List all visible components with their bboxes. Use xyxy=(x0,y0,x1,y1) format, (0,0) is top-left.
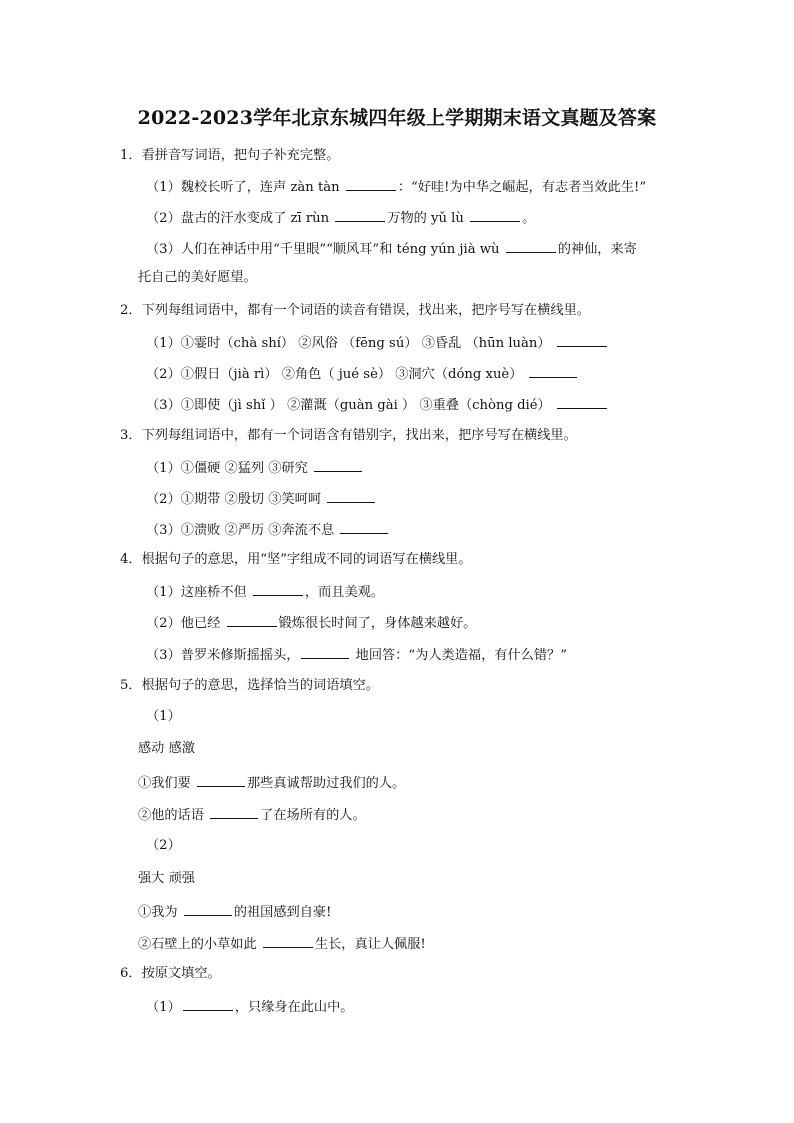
question-5-word-options-2 xyxy=(138,870,195,888)
question-text: 5．根据句子的意思，选择恰当的词语填空。 xyxy=(120,678,379,693)
question-2-item-3 xyxy=(146,395,609,415)
answer-blank[interactable] xyxy=(327,489,375,503)
item-text: 那些真诚帮助过我们的人。 xyxy=(246,776,406,791)
question-4-item-3 xyxy=(146,645,567,665)
question-3-item-2 xyxy=(146,489,377,509)
item-text: （3）①溃败 ②严历 ③奔流不息 xyxy=(146,523,339,538)
item-text: 托自己的美好愿望。 xyxy=(138,270,257,285)
item-text: 万物的 yǔ lù xyxy=(387,211,469,226)
answer-blank[interactable] xyxy=(346,177,396,191)
question-5-item-1 xyxy=(138,773,405,793)
item-text: 生长，真让人佩服! xyxy=(314,937,426,952)
question-4 xyxy=(120,551,472,569)
answer-blank[interactable] xyxy=(253,582,303,596)
answer-blank[interactable] xyxy=(557,395,607,409)
answer-blank[interactable] xyxy=(314,458,362,472)
question-text: 4．根据句子的意思，用“坚”字组成不同的词语写在横线里。 xyxy=(120,552,472,567)
answer-blank[interactable] xyxy=(197,773,245,787)
question-3 xyxy=(120,427,577,445)
question-4-item-2 xyxy=(146,613,476,633)
question-5 xyxy=(120,677,379,695)
question-1 xyxy=(120,147,339,165)
item-text: ②他的话语 xyxy=(138,808,209,823)
item-text: ①我们要 xyxy=(138,776,195,791)
question-5-item-3 xyxy=(138,902,331,922)
item-text: （2）①期带 ②殷切 ③笑呵呵 xyxy=(146,492,326,507)
answer-blank[interactable] xyxy=(184,902,232,916)
item-text: （1）①霎时（chà shí） ②风俗 （fēng sú） ③昏乱 （hūn luàn） xyxy=(146,336,555,351)
item-text: ：“好哇!为中华之崛起，有志者当效此生!” xyxy=(397,180,647,195)
question-3-item-1 xyxy=(146,458,364,478)
question-text: 2．下列每组词语中，都有一个词语的读音有错误，找出来，把序号写在横线里。 xyxy=(120,303,590,318)
item-text: 。 xyxy=(522,211,536,226)
item-text: （3）①即使（jì shǐ ） ②灌溉（guàn gài ） ③重叠（chòng dié） xyxy=(146,398,555,413)
answer-blank[interactable] xyxy=(263,934,313,948)
document-title: 2022-2023学年北京东城四年级上学期期末语文真题及答案 xyxy=(137,107,657,129)
question-2 xyxy=(120,302,590,320)
part-label: （1） xyxy=(146,709,181,724)
answer-blank[interactable] xyxy=(183,997,233,1011)
answer-blank[interactable] xyxy=(506,239,556,253)
question-6 xyxy=(120,965,221,983)
item-text: （2）他已经 xyxy=(146,616,225,631)
item-text: ①我为 xyxy=(138,905,182,920)
question-6-item-1 xyxy=(146,997,353,1017)
question-1-item-3-continued xyxy=(138,269,257,287)
question-5-word-options-1 xyxy=(138,740,195,758)
word-options: 强大 顽强 xyxy=(138,871,195,886)
question-text: 6．按原文填空。 xyxy=(120,966,221,981)
answer-blank[interactable] xyxy=(335,208,385,222)
item-text: （2）①假日（jià rì） ②角色（ jué sè） ③洞穴（dóng xuè） xyxy=(146,367,527,382)
question-text: 1．看拼音写词语，把句子补充完整。 xyxy=(120,148,340,163)
item-text: （2）盘古的汗水变成了 zī rùn xyxy=(146,211,334,226)
word-options: 感动 感激 xyxy=(138,741,195,756)
item-text: 锻炼很长时间了，身体越来越好。 xyxy=(278,616,477,631)
question-5-part-2 xyxy=(146,837,181,855)
question-2-item-1 xyxy=(146,333,609,353)
item-text: （1）魏校长听了，连声 zàn tàn xyxy=(146,180,344,195)
item-text: （3）人们在神话中用“千里眼”“顺风耳”和 téng yún jià wù xyxy=(146,242,504,257)
question-5-part-1 xyxy=(146,708,181,726)
answer-blank[interactable] xyxy=(470,208,520,222)
item-text: （1）①僵硬 ②猛列 ③研究 xyxy=(146,461,313,476)
item-text: （3）普罗米修斯摇摇头， xyxy=(146,648,300,663)
question-4-item-1 xyxy=(146,582,384,602)
question-1-item-3 xyxy=(146,239,637,259)
question-5-item-2 xyxy=(138,805,366,825)
item-text: （1） xyxy=(146,1000,181,1015)
question-5-item-4 xyxy=(138,934,426,954)
question-3-item-3 xyxy=(146,520,390,540)
item-text: ②石壁上的小草如此 xyxy=(138,937,261,952)
item-text: 了在场所有的人。 xyxy=(260,808,366,823)
answer-blank[interactable] xyxy=(340,520,388,534)
question-text: 3．下列每组词语中，都有一个词语含有错别字，找出来，把序号写在横线里。 xyxy=(120,428,577,443)
answer-blank[interactable] xyxy=(557,333,607,347)
item-text: 的祖国感到自豪! xyxy=(233,905,332,920)
question-1-item-1 xyxy=(146,177,646,197)
item-text: ，只缘身在此山中。 xyxy=(234,1000,354,1015)
question-1-item-2 xyxy=(146,208,535,228)
question-2-item-2 xyxy=(146,364,579,384)
answer-blank[interactable] xyxy=(210,805,258,819)
item-text: 的神仙，来寄 xyxy=(557,242,637,257)
answer-blank[interactable] xyxy=(227,613,277,627)
item-text: （1）这座桥不但 xyxy=(146,585,251,600)
part-label: （2） xyxy=(146,838,181,853)
item-text: 地回答：“为人类造福，有什么错？” xyxy=(351,648,567,663)
answer-blank[interactable] xyxy=(301,645,349,659)
item-text: ，而且美观。 xyxy=(304,585,385,600)
answer-blank[interactable] xyxy=(529,364,577,378)
